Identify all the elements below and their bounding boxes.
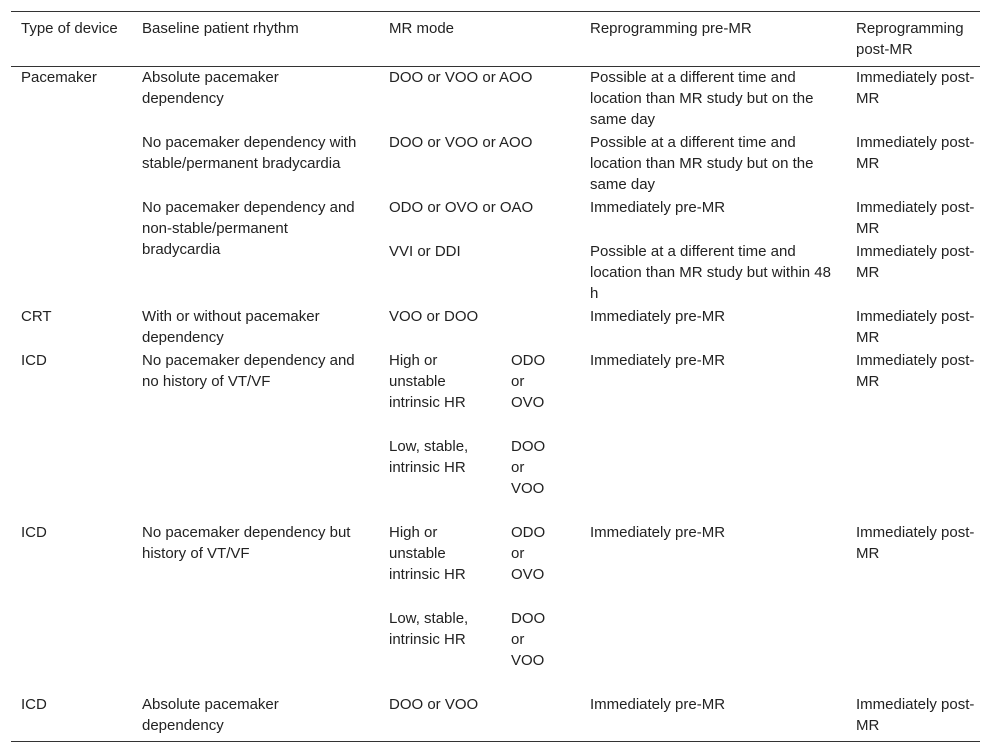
- row7-rhythm: Absolute pacemaker dependency: [142, 696, 279, 734]
- row3-post-a: Immediately post-MR: [856, 199, 975, 237]
- row1-device: Pacemaker: [21, 69, 97, 86]
- row3-mode-b: VVI or DDI: [389, 243, 461, 260]
- header-mode: MR mode: [389, 20, 455, 37]
- row6-mode-a: ODO or OVO: [511, 524, 546, 583]
- row5-hr-a: High or unstable intrinsic HR: [389, 352, 466, 411]
- row1-mode: DOO or VOO or AOO: [389, 69, 533, 86]
- table-top-rule: [11, 11, 980, 12]
- row5-pre: Immediately pre-MR: [590, 352, 726, 369]
- row7-post: Immediately post-MR: [856, 696, 975, 734]
- row6-hr-b: Low, stable, intrinsic HR: [389, 610, 469, 648]
- row2-pre: Possible at a different time and location than MR study but on the same day: [590, 134, 814, 193]
- row7-pre: Immediately pre-MR: [590, 696, 726, 713]
- header-device: Type of device: [21, 20, 118, 37]
- row1-pre: Possible at a different time and location than MR study but on the same day: [590, 69, 814, 128]
- row5-mode-a: ODO or OVO: [511, 352, 546, 411]
- row5-device: ICD: [21, 352, 47, 369]
- row3-pre-a: Immediately pre-MR: [590, 199, 726, 216]
- row7-mode: DOO or VOO: [389, 696, 479, 713]
- row6-pre: Immediately pre-MR: [590, 524, 726, 541]
- row6-post: Immediately post-MR: [856, 524, 975, 562]
- row5-post: Immediately post-MR: [856, 352, 975, 390]
- row2-post: Immediately post-MR: [856, 134, 975, 172]
- row6-hr-a: High or unstable intrinsic HR: [389, 524, 466, 583]
- row5-rhythm: No pacemaker dependency and no history of VT/VF: [142, 352, 355, 390]
- header-post: Reprogramming post-MR: [856, 20, 964, 58]
- row3-rhythm: No pacemaker dependency and non-stable/permanent bradycardia: [142, 199, 355, 258]
- row5-mode-b: DOO or VOO: [511, 438, 546, 497]
- row5-hr-b: Low, stable, intrinsic HR: [389, 438, 469, 476]
- row6-mode-b: DOO or VOO: [511, 610, 546, 669]
- row6-rhythm: No pacemaker dependency but history of VT/VF: [142, 524, 351, 562]
- row2-mode: DOO or VOO or AOO: [389, 134, 533, 151]
- row1-rhythm: Absolute pacemaker dependency: [142, 69, 279, 107]
- row7-device: ICD: [21, 696, 47, 713]
- row3-post-b: Immediately post-MR: [856, 243, 975, 281]
- row4-post: Immediately post-MR: [856, 308, 975, 346]
- table-bottom-rule: [11, 741, 980, 742]
- row3-pre-b: Possible at a different time and location than MR study but within 48 h: [590, 243, 831, 302]
- device-reprogramming-table: [11, 11, 980, 742]
- row4-mode: VOO or DOO: [389, 308, 479, 325]
- header-rhythm: Baseline patient rhythm: [142, 20, 299, 37]
- row6-device: ICD: [21, 524, 47, 541]
- row1-post: Immediately post-MR: [856, 69, 975, 107]
- row2-rhythm: No pacemaker dependency with stable/permanent bradycardia: [142, 134, 357, 172]
- row3-mode-a: ODO or OVO or OAO: [389, 199, 534, 216]
- row4-device: CRT: [21, 308, 52, 325]
- row4-rhythm: With or without pacemaker dependency: [142, 308, 320, 346]
- row4-pre: Immediately pre-MR: [590, 308, 726, 325]
- header-pre: Reprogramming pre-MR: [590, 20, 752, 37]
